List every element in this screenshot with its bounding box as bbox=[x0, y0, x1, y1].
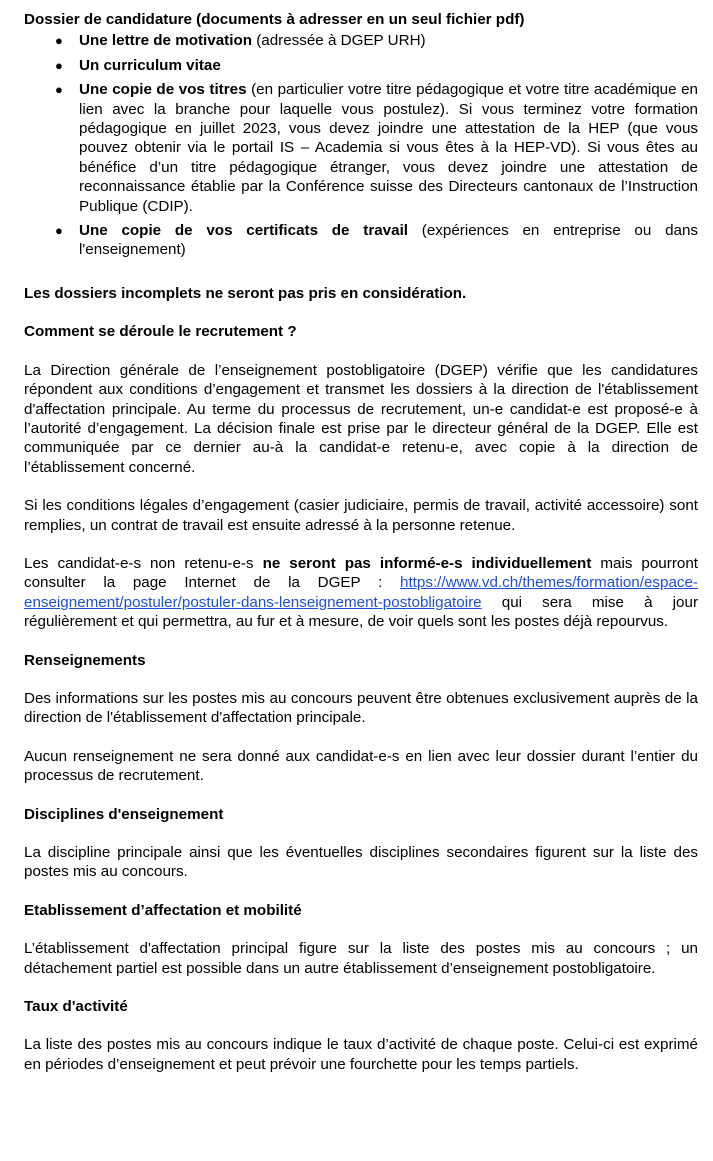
list-item bbox=[24, 221, 698, 260]
recrutement-para-3-bold: ne seront pas informé-e-s individuellement bbox=[262, 554, 592, 572]
disciplines-para: La discipline principale ainsi que les éventuelles disciplines secondaires figurent sur la liste des postes mis au concours. bbox=[24, 844, 698, 881]
list-item bbox=[24, 31, 698, 50]
etablissement-heading: Etablissement d’affectation et mobilité bbox=[24, 901, 302, 919]
renseignements-para-2: Aucun renseignement ne sera donné aux candidat-e-s en lien avec leur dossier durant l’entier du processus de recrutement. bbox=[24, 747, 698, 785]
list-item bbox=[24, 56, 698, 75]
incomplete-note: Les dossiers incomplets ne seront pas pris en considération. bbox=[24, 284, 467, 302]
list-item-bold: Un curriculum vitae bbox=[79, 56, 221, 74]
recrutement-para-3-c: qui sera mise à jour régulièrement et qui permettra, au fur et à mesure, de voir quels sont les postes déjà repourvus. bbox=[24, 593, 698, 631]
list-item-text: (en particulier votre titre pédagogique et votre titre académique en lien avec la branche pour laquelle vous postulez). Si vous terminez votre formation pédagogique en juillet 2023, vous devez joindre une attestation de la HEP (que vous pouvez obtenir via le portail IS – Academia si vous êtes à la HEP-VD). Si vous êtes au bénéfice d’un titre pédagogique étranger, vous devez joindre une attestation de reconnaissance établie par la Conférence suisse des Directeurs cantonaux de l’Instruction Publique (CDIP). bbox=[79, 81, 698, 215]
etablissement-para: L’établissement d'affectation principal figure sur la liste des postes mis au concours ; un détachement partiel est possible dans un autre établissement d’enseignement postobligatoire. bbox=[24, 940, 698, 977]
list-item-bold: Une lettre de motivation bbox=[79, 32, 252, 50]
list-item bbox=[24, 80, 698, 216]
bullet-icon: ● bbox=[55, 33, 63, 49]
recrutement-heading: Comment se déroule le recrutement ? bbox=[24, 323, 297, 341]
bullet-icon: ● bbox=[55, 82, 63, 98]
list-item-text: (adressée à DGEP URH) bbox=[252, 32, 426, 50]
renseignements-heading: Renseignements bbox=[24, 651, 146, 669]
dgep-link[interactable]: https://www.vd.ch/themes/formation/espace-enseignement/postuler/postuler-dans-lenseignement-postobligatoire bbox=[24, 574, 698, 611]
list-item-text: (expériences en entreprise ou dans l'enseignement) bbox=[79, 222, 698, 259]
bullet-icon: ● bbox=[55, 57, 63, 73]
document-page bbox=[24, 10, 698, 1074]
list-item-bold: Une copie de vos certificats de travail bbox=[79, 222, 409, 240]
dossier-heading: Dossier de candidature (documents à adresser en un seul fichier pdf) bbox=[24, 11, 525, 28]
taux-heading: Taux d'activité bbox=[24, 998, 128, 1016]
recrutement-para-2: Si les conditions légales d’engagement (casier judiciaire, permis de travail, activité accessoire) sont remplies, un contrat de travail est ensuite adressé à la personne retenue. bbox=[24, 497, 698, 534]
recrutement-para-3-a: Les candidat-e-s non retenu-e-s bbox=[24, 554, 263, 572]
taux-para: La liste des postes mis au concours indique le taux d’activité de chaque poste. Celui-ci est exprimé en périodes d’enseignement et peut prévoir une fourchette pour les temps partiels. bbox=[24, 1036, 698, 1073]
recrutement-para-3-b: mais pourront consulter la page Internet de la DGEP : bbox=[24, 554, 698, 592]
list-item-bold: Une copie de vos titres bbox=[79, 81, 247, 99]
recrutement-para-1: La Direction générale de l’enseignement postobligatoire (DGEP) vérifie que les candidatures répondent aux conditions d’engagement et transmet les dossiers à la direction de l'établissement d'affectation principale. Au terme du processus de recrutement, un-e candidat-e est proposé-e à l’autorité d’engagement. La décision finale est prise par le directeur général de la DGEP. Elle est communiquée par ce dernier au-à la candidat-e retenu-e, avec copie à la direction de l’établissement concerné. bbox=[24, 361, 698, 476]
disciplines-heading: Disciplines d'enseignement bbox=[24, 805, 224, 823]
bullet-icon: ● bbox=[55, 223, 63, 239]
recrutement-para-3 bbox=[24, 554, 698, 632]
renseignements-para-1: Des informations sur les postes mis au concours peuvent être obtenues exclusivement auprès de la direction de l'établissement d'affectation principale. bbox=[24, 689, 698, 727]
dossier-list bbox=[24, 31, 698, 259]
